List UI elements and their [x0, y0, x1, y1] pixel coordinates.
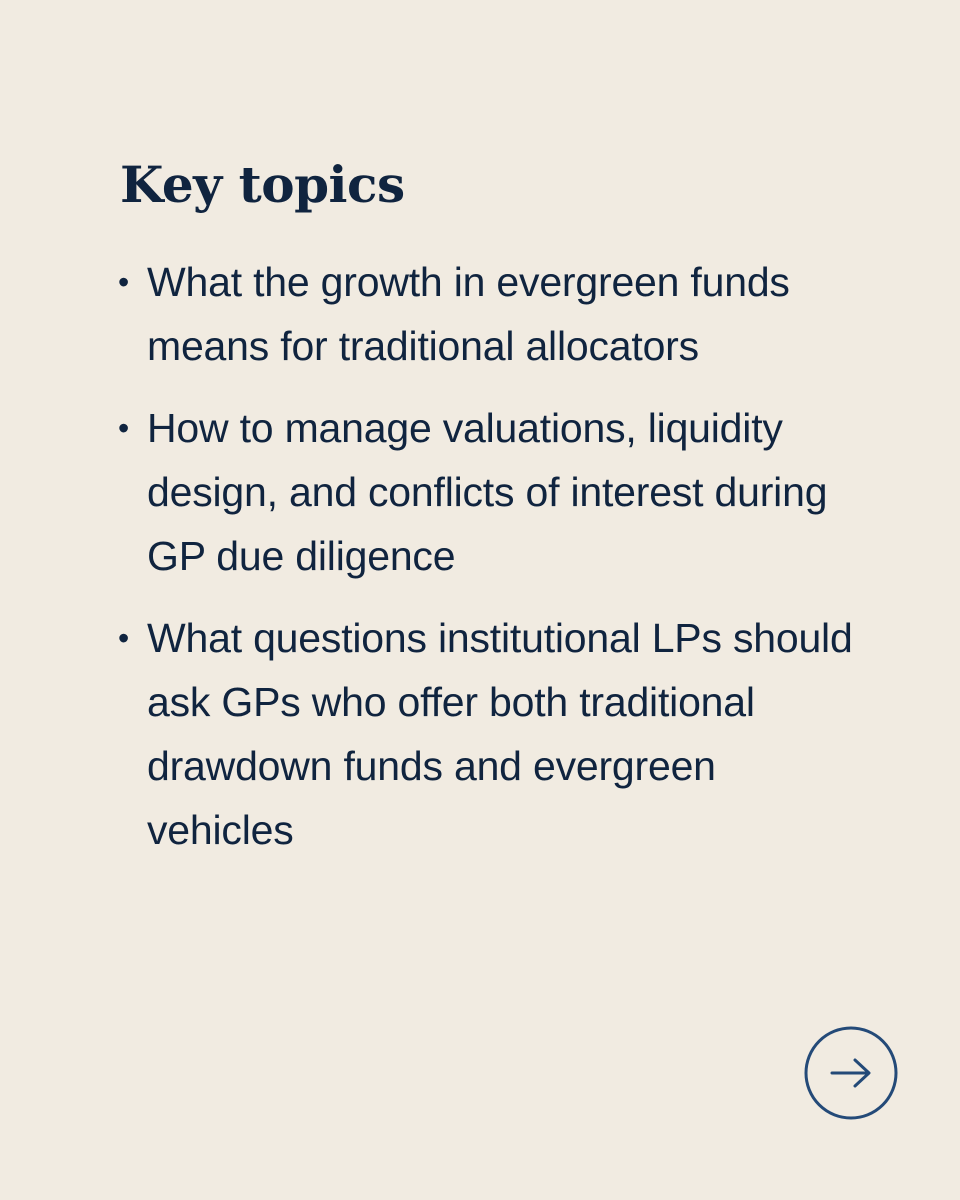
topic-text: What questions institutional LPs should ask GPs who offer both traditional drawdown funds and evergreen vehicles [147, 615, 853, 853]
arrow-right-icon [804, 1026, 898, 1120]
list-item [118, 396, 858, 588]
list-item [118, 606, 858, 862]
topic-text: How to manage valuations, liquidity design, and conflicts of interest during GP due diligence [147, 405, 828, 579]
bullet-icon: • [118, 620, 130, 656]
next-button[interactable] [804, 1026, 898, 1120]
list-item [118, 250, 858, 378]
page-title: Key topics [120, 155, 405, 214]
bullet-icon: • [118, 410, 130, 446]
topic-text: What the growth in evergreen funds means for traditional allocators [147, 259, 790, 369]
topic-list [118, 250, 858, 880]
bullet-icon: • [118, 264, 130, 300]
